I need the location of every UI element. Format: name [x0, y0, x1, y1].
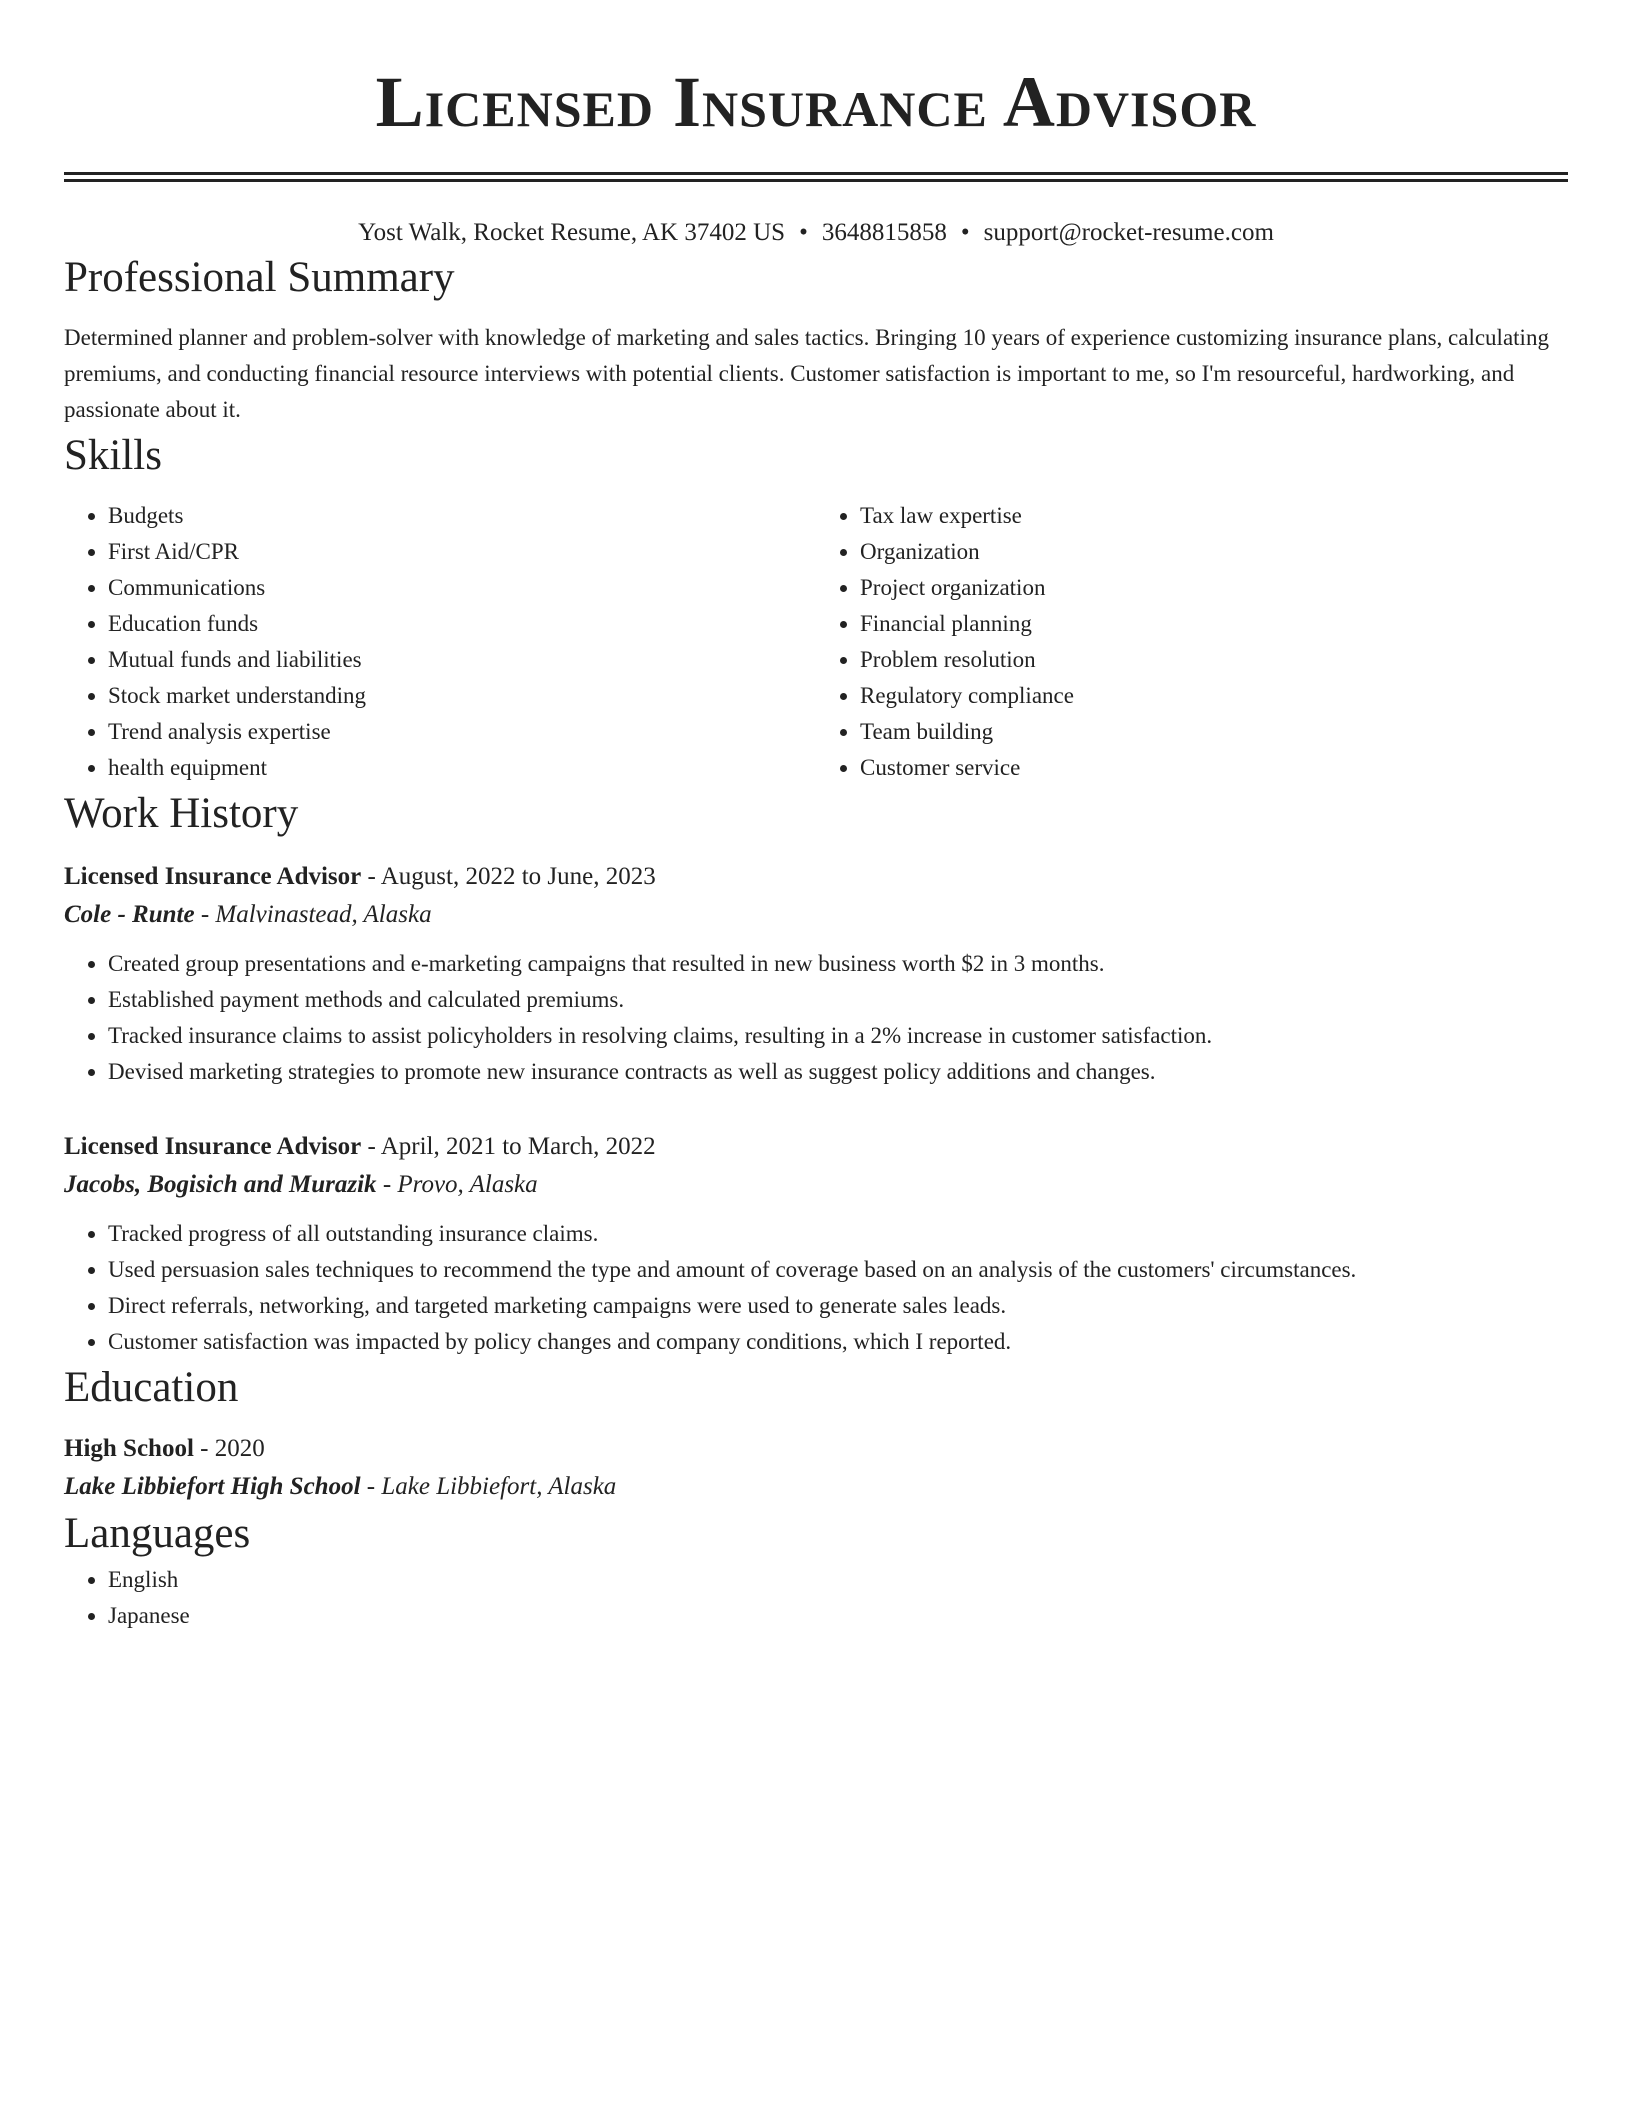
job-dates: April, 2021 to March, 2022 — [380, 1133, 656, 1160]
contact-line — [64, 216, 1568, 250]
dash: - — [367, 1133, 376, 1160]
job-bullet: • Direct referrals, networking, and targeted marketing campaigns were used to generate sales leads. — [108, 1288, 1568, 1324]
skill-item: • Tax law expertise — [860, 498, 1568, 534]
job-bullet: • Customer satisfaction was impacted by policy changes and company conditions, which I reported. — [108, 1324, 1568, 1360]
job-title-line — [64, 1128, 1568, 1166]
job-bullet: • Tracked progress of all outstanding insurance claims. — [108, 1216, 1568, 1252]
contact-address: Yost Walk, Rocket Resume, AK 37402 US — [358, 219, 786, 246]
dash: - — [366, 1473, 376, 1500]
skill-item: • Team building — [860, 714, 1568, 750]
education-degree-line — [64, 1430, 1568, 1468]
education-year: 2020 — [214, 1435, 265, 1462]
job-bullets — [64, 1216, 1568, 1360]
job-bullet: • Used persuasion sales techniques to recommend the type and amount of coverage based on an analysis of the customers' circumstances. — [108, 1252, 1568, 1288]
job-entry — [64, 858, 1568, 1090]
job-bullet: • Created group presentations and e-marketing campaigns that resulted in new business worth $2 in 3 months. — [108, 946, 1568, 982]
job-bullets — [64, 946, 1568, 1090]
contact-phone: 3648815858 — [821, 219, 947, 246]
skills-list-right — [816, 498, 1568, 786]
contact-email: support@rocket-resume.com — [983, 219, 1274, 246]
work-history-heading: Work History — [64, 790, 299, 837]
job-bullet: • Tracked insurance claims to assist policyholders in resolving claims, resulting in a 2% increase in customer satisfaction. — [108, 1018, 1568, 1054]
education-school: Lake Libbiefort High School — [64, 1473, 361, 1500]
dash: - — [200, 1435, 209, 1462]
skill-item: • Education funds — [108, 606, 816, 642]
job-location: Malvinastead, Alaska — [215, 901, 432, 928]
resume-title: Licensed Insurance Advisor — [375, 62, 1257, 142]
job-company-line — [64, 1166, 1568, 1204]
education-location: Lake Libbiefort, Alaska — [381, 1473, 617, 1500]
language-item: • English — [108, 1562, 1568, 1598]
education-heading: Education — [64, 1364, 239, 1411]
education-entry — [64, 1430, 1568, 1506]
skill-item: • Stock market understanding — [108, 678, 816, 714]
contact-separator: • — [960, 219, 970, 246]
skill-item: • Trend analysis expertise — [108, 714, 816, 750]
language-item: • Japanese — [108, 1598, 1568, 1634]
skill-item: • Regulatory compliance — [860, 678, 1568, 714]
skill-item: • Mutual funds and liabilities — [108, 642, 816, 678]
education-school-line — [64, 1468, 1568, 1506]
title-divider — [64, 172, 1568, 182]
skills-columns — [64, 498, 1568, 786]
skill-item: • Organization — [860, 534, 1568, 570]
job-title-line — [64, 858, 1568, 896]
job-title: Licensed Insurance Advisor — [64, 863, 362, 890]
job-company: Cole - Runte — [64, 901, 195, 928]
skill-item: • Project organization — [860, 570, 1568, 606]
skill-item: • First Aid/CPR — [108, 534, 816, 570]
education-degree: High School — [64, 1435, 194, 1462]
skill-item: • Financial planning — [860, 606, 1568, 642]
summary-heading: Professional Summary — [64, 254, 455, 301]
languages-heading: Languages — [64, 1510, 251, 1557]
skills-heading: Skills — [64, 432, 162, 479]
skill-item: • Communications — [108, 570, 816, 606]
job-title: Licensed Insurance Advisor — [64, 1133, 362, 1160]
contact-separator: • — [799, 219, 808, 246]
skill-item: • Budgets — [108, 498, 816, 534]
job-location: Provo, Alaska — [397, 1171, 538, 1198]
job-company-line — [64, 896, 1568, 934]
skill-item: • Problem resolution — [860, 642, 1568, 678]
languages-list — [64, 1562, 1568, 1634]
dash: - — [200, 901, 210, 928]
skills-list-left — [64, 498, 816, 786]
job-bullet: • Established payment methods and calculated premiums. — [108, 982, 1568, 1018]
skill-item: • health equipment — [108, 750, 816, 786]
job-entry — [64, 1128, 1568, 1360]
summary-text: Determined planner and problem-solver with knowledge of marketing and sales tactics. Bringing 10 years of experience customizing insurance plans, calculating premiums, and conducting financial resource interviews with potential clients. Customer satisfaction is important to me, so I'm resourceful, hardworking, and passionate about it. — [64, 325, 1549, 422]
job-dates: August, 2022 to June, 2023 — [380, 863, 656, 890]
skill-item: • Customer service — [860, 750, 1568, 786]
job-bullet: • Devised marketing strategies to promote new insurance contracts as well as suggest policy additions and changes. — [108, 1054, 1568, 1090]
job-company: Jacobs, Bogisich and Murazik — [64, 1171, 377, 1198]
dash: - — [367, 863, 376, 890]
dash: - — [382, 1171, 392, 1198]
